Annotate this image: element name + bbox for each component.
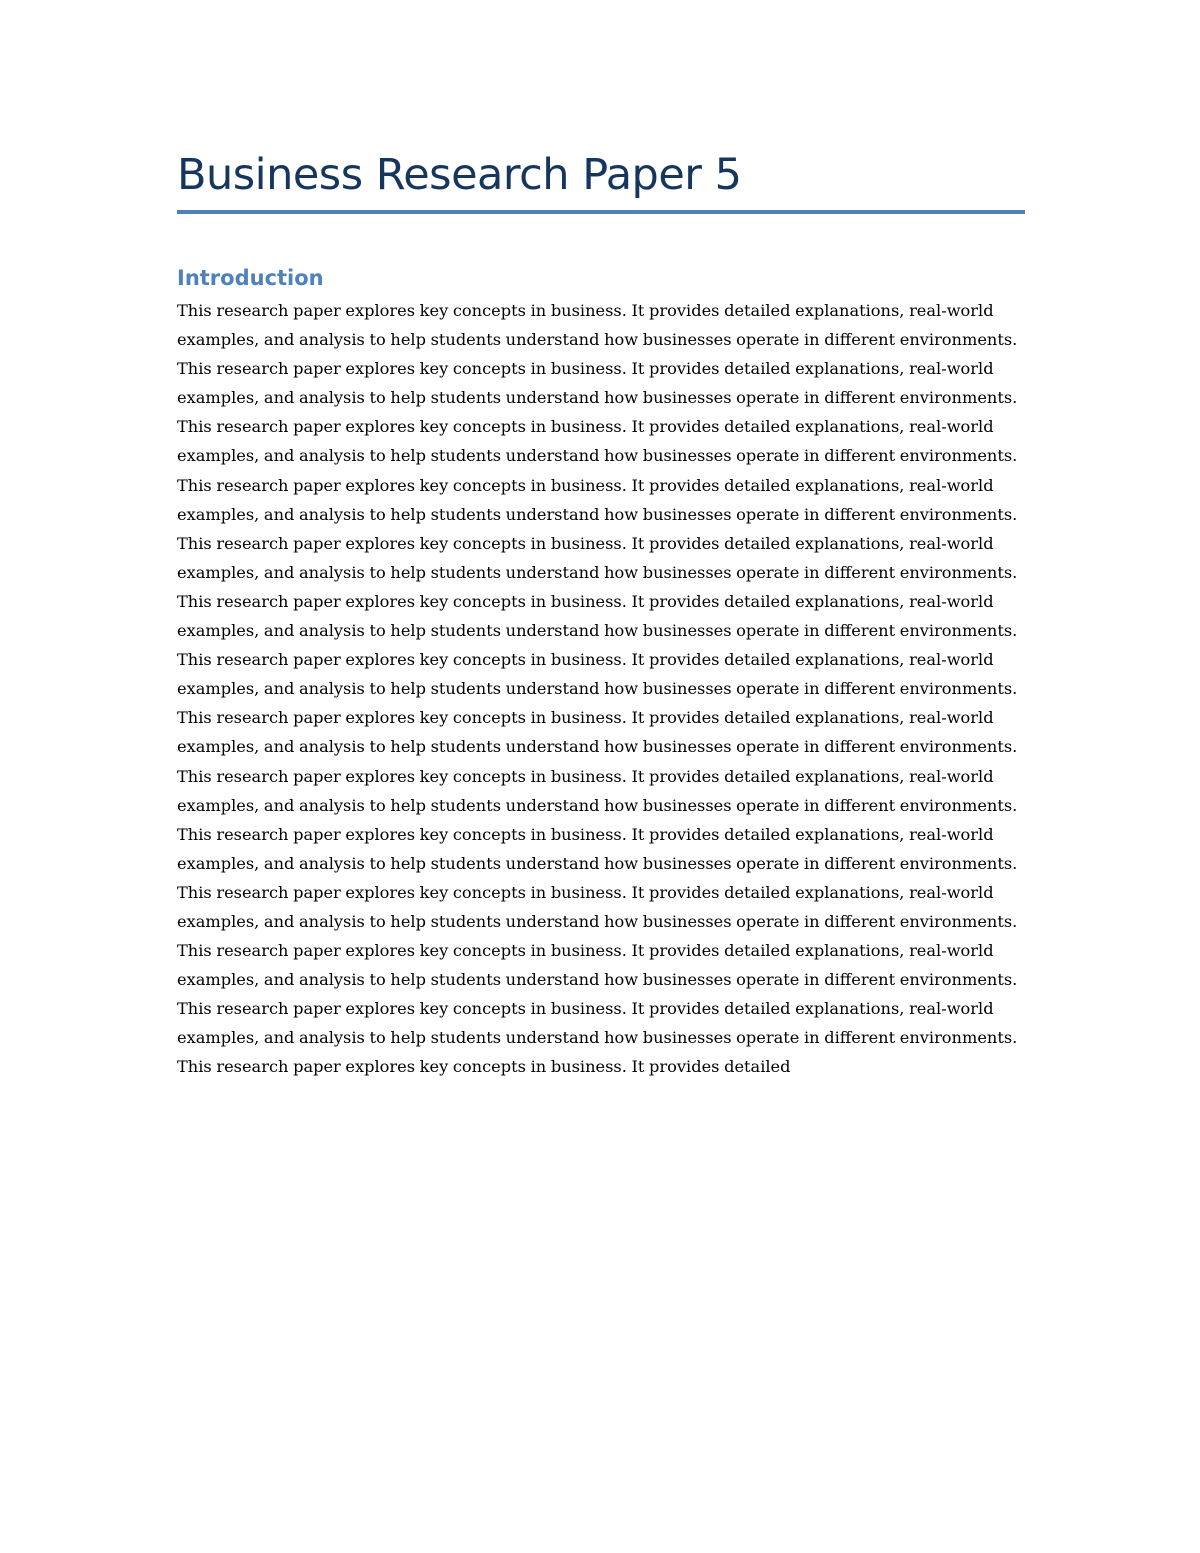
section-introduction — [177, 264, 1025, 1082]
document-title: Business Research Paper 5 — [177, 148, 1025, 214]
section-body-paragraph: This research paper explores key concepts in business. It provides detailed explanations, real-world examples, and analysis to help students understand how businesses operate in different environments. This research paper explores key concepts in business. It provides detailed explanations, real-world examples, and analysis to help students understand how businesses operate in different environments. This research paper explores key concepts in business. It provides detailed explanations, real-world examples, and analysis to help students understand how businesses operate in different environments. This research paper explores key concepts in business. It provides detailed explanations, real-world examples, and analysis to help students understand how businesses operate in different environments. This research paper explores key concepts in business. It provides detailed explanations, real-world examples, and analysis to help students understand how businesses operate in different environments. This research paper explores key concepts in business. It provides detailed explanations, real-world examples, and analysis to help students understand how businesses operate in different environments. This research paper explores key concepts in business. It provides detailed explanations, real-world examples, and analysis to help students understand how businesses operate in different environments. This research paper explores key concepts in business. It provides detailed explanations, real-world examples, and analysis to help students understand how businesses operate in different environments. This research paper explores key concepts in business. It provides detailed explanations, real-world examples, and analysis to help students understand how businesses operate in different environments. This research paper explores key concepts in business. It provides detailed explanations, real-world examples, and analysis to help students understand how businesses operate in different environments. This research paper explores key concepts in business. It provides detailed explanations, real-world examples, and analysis to help students understand how businesses operate in different environments. This research paper explores key concepts in business. It provides detailed explanations, real-world examples, and analysis to help students understand how businesses operate in different environments. This research paper explores key concepts in business. It provides detailed explanations, real-world examples, and analysis to help students understand how businesses operate in different environments. This research paper explores key concepts in business. It provides detailed — [177, 301, 1018, 1077]
page-content — [177, 148, 1025, 1082]
section-heading: Introduction — [177, 266, 324, 290]
